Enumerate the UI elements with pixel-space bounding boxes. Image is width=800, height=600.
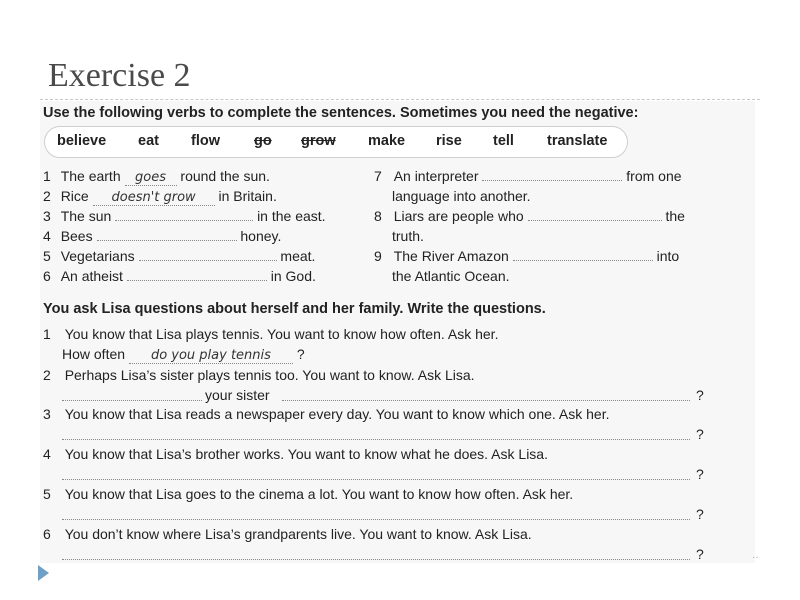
sentence-item [374, 247, 679, 265]
item-text-before: An atheist [60, 268, 123, 284]
verb-item: translate [547, 133, 608, 149]
sentence-item [43, 227, 281, 245]
answer-field[interactable] [115, 208, 253, 221]
sentence-item [43, 207, 326, 225]
slide-title: Exercise 2 [48, 57, 191, 94]
item-number: 8 [374, 208, 382, 224]
sentence-item [43, 267, 316, 285]
question-mark: ? [696, 387, 704, 403]
corner-dots-icon: ·· [752, 552, 759, 563]
question-mark: ? [696, 546, 704, 562]
question-number: 1 [43, 326, 51, 342]
question-item [43, 325, 498, 343]
item-number: 7 [374, 168, 382, 184]
item-text-before: The earth [60, 168, 121, 184]
verb-item: make [368, 133, 406, 149]
slide-bullet-icon [38, 565, 49, 581]
answer-field[interactable] [528, 208, 662, 221]
verb-box [44, 126, 628, 158]
verb-item: eat [138, 133, 159, 149]
question-middle: your sister [205, 387, 270, 403]
answer-field[interactable] [482, 168, 622, 181]
part1-instruction: Use the following verbs to complete the sentences. Sometimes you need the negative: [43, 105, 639, 121]
question-item [43, 485, 573, 503]
answer-field[interactable] [139, 248, 277, 261]
item-number: 6 [43, 268, 51, 284]
question-prefix: How often [62, 346, 126, 362]
answer-field[interactable] [127, 268, 267, 281]
question-item [43, 525, 532, 543]
question-number: 4 [43, 446, 51, 462]
question-text: You know that Lisa reads a newspaper every day. You want to know which one. Ask her. [64, 406, 610, 422]
verb-item: rise [436, 133, 462, 149]
answer-line[interactable] [62, 399, 202, 401]
question-text: Perhaps Lisa’s sister plays tennis too. You want to know. Ask Lisa. [64, 367, 475, 383]
question-text: You don’t know where Lisa’s grandparents live. You want to know. Ask Lisa. [64, 526, 532, 542]
item-text-after: round the sun. [180, 168, 270, 184]
item-text-after: from one [626, 168, 682, 184]
answer-line[interactable] [62, 558, 690, 560]
answer-field[interactable] [97, 228, 237, 241]
item-text-after: meat. [280, 248, 316, 264]
question-mark: ? [696, 466, 704, 482]
verb-item: tell [493, 133, 514, 149]
question-mark: ? [296, 346, 305, 362]
item-text-after: into [656, 248, 680, 264]
verb-item: believe [57, 133, 107, 149]
verb-item: flow [191, 133, 220, 149]
question-number: 6 [43, 526, 51, 542]
item-text-after: the [665, 208, 685, 224]
item-text-before: An interpreter [393, 168, 479, 184]
question-item [43, 366, 475, 384]
answer-line[interactable] [62, 438, 690, 440]
item-text-after: honey. [240, 228, 282, 244]
sentence-item [43, 167, 270, 186]
sentence-item [43, 187, 277, 206]
sentence-item [374, 167, 682, 185]
item-text-after: in the east. [257, 208, 326, 224]
item-continuation: truth. [392, 228, 424, 244]
question-text: You know that Lisa goes to the cinema a lot. You want to know how often. Ask her. [64, 486, 574, 502]
question-number: 2 [43, 367, 51, 383]
item-text-before: Bees [60, 228, 93, 244]
answer-field[interactable]: doesn't grow [93, 191, 215, 206]
item-text-before: The River Amazon [393, 248, 509, 264]
question-text: You know that Lisa plays tennis. You want to know how often. Ask her. [64, 326, 499, 342]
question-mark: ? [696, 506, 704, 522]
sentence-item [374, 207, 685, 225]
item-number: 2 [43, 188, 51, 204]
item-number: 9 [374, 248, 382, 264]
question-item [43, 445, 548, 463]
item-continuation: language into another. [392, 188, 531, 204]
item-continuation: the Atlantic Ocean. [392, 268, 510, 284]
answer-line[interactable] [282, 399, 690, 401]
question-number: 3 [43, 406, 51, 422]
question-item [43, 405, 609, 423]
item-number: 3 [43, 208, 51, 224]
answer-field[interactable]: do you play tennis [129, 349, 293, 364]
verb-item-struck: grow [301, 133, 336, 149]
item-number: 4 [43, 228, 51, 244]
item-text-before: Liars are people who [393, 208, 524, 224]
answer-field[interactable] [513, 248, 653, 261]
item-text-after: in God. [270, 268, 316, 284]
verb-item-struck: go [254, 133, 272, 149]
answer-field[interactable]: goes [125, 171, 177, 186]
question-text: You know that Lisa’s brother works. You want to know what he does. Ask Lisa. [64, 446, 548, 462]
answer-line[interactable] [62, 478, 690, 480]
item-number: 5 [43, 248, 51, 264]
title-divider [40, 99, 760, 100]
item-text-after: in Britain. [218, 188, 277, 204]
question-number: 5 [43, 486, 51, 502]
question-mark: ? [696, 426, 704, 442]
item-text-before: Vegetarians [60, 248, 135, 264]
sentence-item [43, 247, 315, 265]
answer-line[interactable] [62, 518, 690, 520]
part2-instruction: You ask Lisa questions about herself and her family. Write the questions. [43, 301, 546, 317]
answer-line-1 [62, 345, 305, 364]
item-text-before: Rice [60, 188, 89, 204]
item-number: 1 [43, 168, 51, 184]
item-text-before: The sun [60, 208, 112, 224]
